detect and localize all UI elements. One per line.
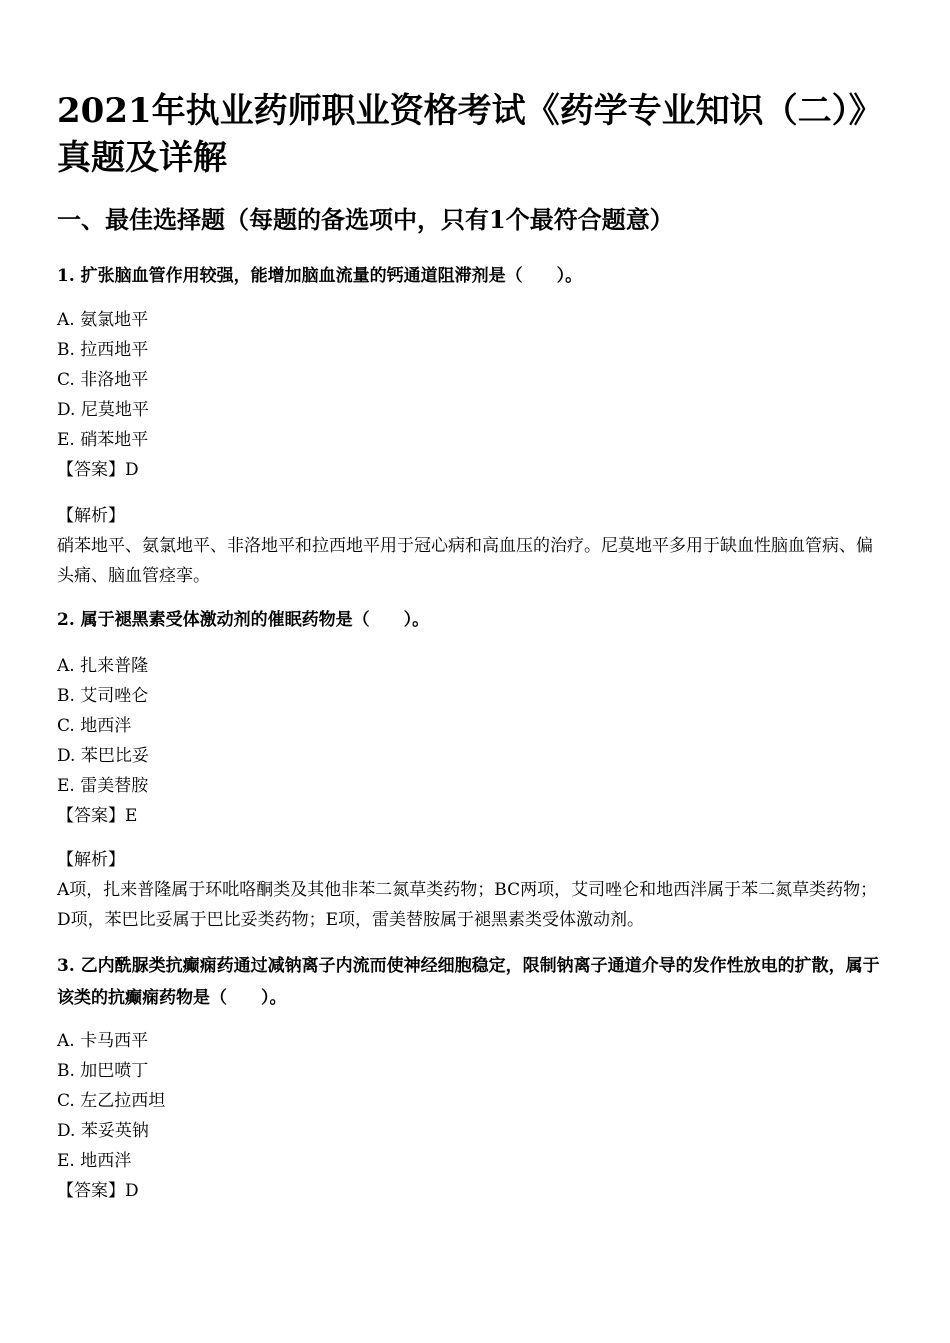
question-2-option-a: A. 扎来普隆: [57, 656, 149, 676]
question-2-answer: 【答案】E: [57, 806, 138, 826]
question-1-option-c: C. 非洛地平: [57, 370, 149, 390]
question-3-option-e: E. 地西泮: [57, 1151, 132, 1171]
question-1-stem: 1. 扩张脑血管作用较强，能增加脑血流量的钙通道阻滞剂是（ ）。: [57, 266, 583, 286]
question-1-option-b: B. 拉西地平: [57, 340, 149, 360]
question-1-answer: 【答案】D: [57, 460, 139, 480]
question-1-explanation-label: 【解析】: [57, 506, 125, 526]
question-2-option-b: B. 艾司唑仑: [57, 686, 149, 706]
question-1-option-e: E. 硝苯地平: [57, 430, 149, 450]
document-title: 2021年执业药师职业资格考试《药学专业知识（二）》真题及详解: [57, 91, 883, 178]
question-3-option-b: B. 加巴喷丁: [57, 1061, 149, 1081]
question-1-option-d: D. 尼莫地平: [57, 400, 149, 420]
question-3-option-c: C. 左乙拉西坦: [57, 1091, 166, 1111]
question-2-explanation: A项，扎来普隆属于环吡咯酮类及其他非苯二氮草类药物；BC两项，艾司唑仑和地西泮属于苯二氮草类药物；D项，苯巴比妥属于巴比妥类药物；E项，雷美替胺属于褪黑素类受体激动剂。: [57, 880, 878, 930]
question-1-option-a: A. 氨氯地平: [57, 310, 149, 330]
question-2-option-e: E. 雷美替胺: [57, 776, 149, 796]
question-3-answer: 【答案】D: [57, 1181, 139, 1201]
question-3-option-a: A. 卡马西平: [57, 1031, 149, 1051]
question-2-stem: 2. 属于褪黑素受体激动剂的催眠药物是（ ）。: [57, 610, 430, 630]
question-1-explanation: 硝苯地平、氨氯地平、非洛地平和拉西地平用于冠心病和高血压的治疗。尼莫地平多用于缺血性脑血管病、偏头痛、脑血管痉挛。: [57, 536, 873, 586]
question-2-explanation-label: 【解析】: [57, 850, 125, 870]
question-3-option-d: D. 苯妥英钠: [57, 1121, 149, 1141]
question-2-option-c: C. 地西泮: [57, 716, 132, 736]
question-3-stem: 3. 乙内酰脲类抗癫痫药通过减钠离子内流而使神经细胞稳定，限制钠离子通道介导的发作性放电的扩散，属于该类的抗癫痫药物是（ ）。: [57, 956, 880, 1008]
section-heading: 一、最佳选择题（每题的备选项中，只有1个最符合题意）: [57, 205, 674, 234]
question-2-option-d: D. 苯巴比妥: [57, 746, 149, 766]
